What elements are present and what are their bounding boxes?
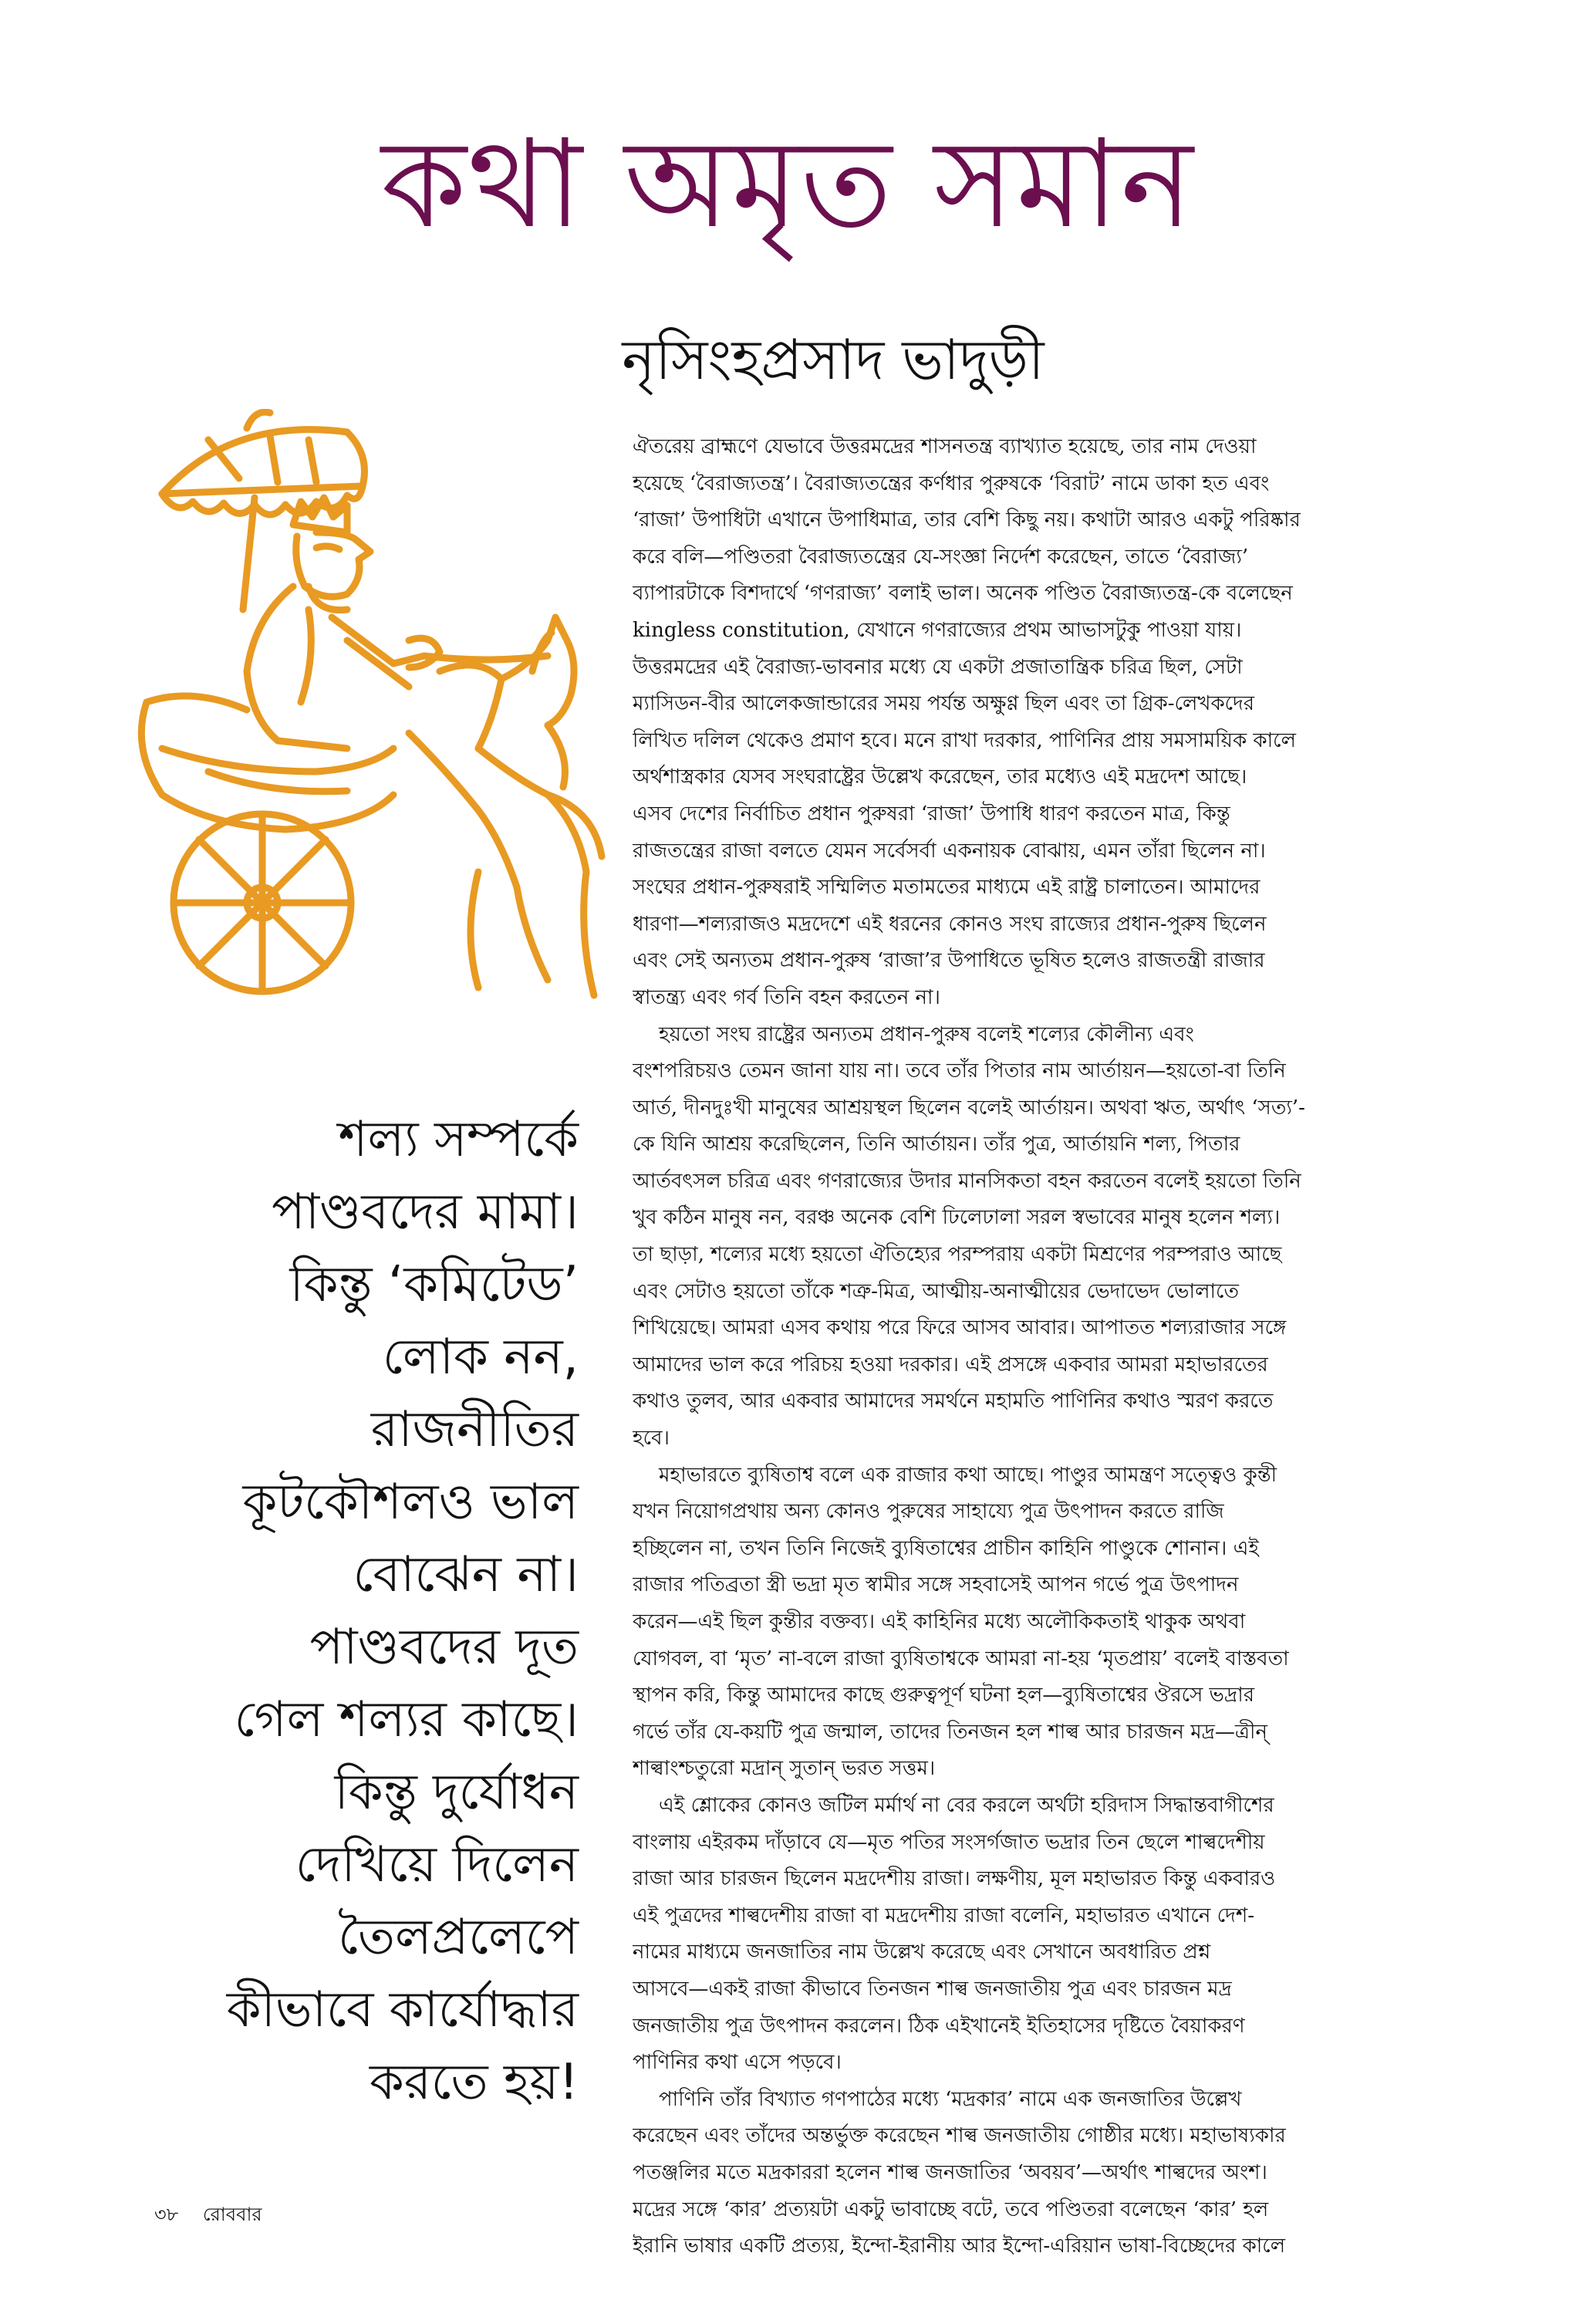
body-line: করেন—এই ছিল কুন্তীর বক্তব্য। এই কাহিনির মধ্যে অলৌকিকতাই থাকুক অথবা	[633, 1610, 1246, 1633]
body-line: স্বাতন্ত্র্য এবং গর্ব তিনি বহন করতেন না।	[633, 985, 940, 1009]
body-line: তা ছাড়া, শল্যের মধ্যে হয়তো ঐতিহ্যের পরম্পরায় একটা মিশ্রণের পরম্পরাও আছে	[633, 1243, 1282, 1267]
body-line: মদ্রের সঙ্গে ‘কার’ প্রত্যয়টা একটু ভাবাচ্ছে বটে, তবে পণ্ডিতরা বলেছেন ‘কার’ হল	[633, 2197, 1269, 2221]
body-line: করেছেন এবং তাঁদের অন্তর্ভুক্ত করেছেন শাল্ব জনজাতীয় গোষ্ঠীর মধ্যে। মহাভাষ্যকার	[633, 2124, 1286, 2148]
body-line: মহাভারতে ব্যুষিতাশ্ব বলে এক রাজার কথা আছে। পাণ্ডুর আমন্ত্রণ সত্ত্বেও কুন্তী	[659, 1463, 1277, 1487]
body-line: পাণিনি তাঁর বিখ্যাত গণপাঠের মধ্যে ‘মদ্রকার’ নামে এক জনজাতির উল্লেখ	[659, 2087, 1242, 2111]
body-line: শিখিয়েছে। আমরা এসব কথায় পরে ফিরে আসব আবার। আপাতত শল্যরাজার সঙ্গে	[633, 1316, 1287, 1340]
body-line: লিখিত দলিল থেকেও প্রমাণ হবে। মনে রাখা দরকার, পাণিনির প্রায় সমসাময়িক কালে	[633, 728, 1296, 752]
pull-quote-line: বোঝেন না।	[353, 1546, 579, 1603]
body-line: ব্যাপারটাকে বিশদার্থে ‘গণরাজ্য’ বলাই ভাল। অনেক পণ্ডিত বৈরাজ্যতন্ত্র-কে বলেছেন	[633, 582, 1293, 606]
body-line: এবং সেটাও হয়তো তাঁকে শত্রু-মিত্র, আত্মীয়-অনাত্মীয়ের ভেদাভেদ ভোলাতে	[633, 1279, 1239, 1303]
pull-quote-line: লোক নন,	[382, 1329, 579, 1386]
body-line: ধারণা—শল্যরাজও মদ্রদেশে এই ধরনের কোনও সংঘ রাজ্যের প্রধান-পুরুষ ছিলেন	[633, 912, 1267, 936]
pull-quote-line: তৈলপ্রলেপে	[338, 1909, 579, 1966]
body-line: রাজা আর চারজন ছিলেন মদ্রদেশীয় রাজা। লক্ষণীয়, মূল মহাভারত কিন্তু একবারও	[633, 1867, 1276, 1891]
body-line: গর্ভে তাঁর যে-কয়টি পুত্র জন্মাল, তাদের তিনজন হল শাল্ব আর চারজন মদ্র—ত্রীন্	[633, 1720, 1267, 1744]
body-line: এসব দেশের নির্বাচিত প্রধান পুরুষরা ‘রাজা’ উপাধি ধারণ করতেন মাত্র, কিন্তু	[633, 802, 1230, 826]
body-line: উত্তরমদ্রের এই বৈরাজ্য-ভাবনার মধ্যে যে একটা প্রজাতান্ত্রিক চরিত্র ছিল, সেটা	[633, 655, 1243, 679]
body-line: কে যিনি আশ্রয় করেছিলেন, তিনি আর্তায়ন। তাঁর পুত্র, আর্তায়নি শল্য, পিতার	[633, 1133, 1240, 1157]
body-line: আর্তবৎসল চরিত্র এবং গণরাজ্যের উদার মানসিকতা বহন করতেন বলেই হয়তো তিনি	[633, 1169, 1301, 1193]
body-line: ইরানি ভাষার একটি প্রত্যয়, ইন্দো-ইরানীয় আর ইন্দো-এরিয়ান ভাষা-বিচ্ছেদের কালে	[633, 2234, 1286, 2258]
body-line: সংঘের প্রধান-পুরুষরাই সম্মিলিত মতামতের মাধ্যমে এই রাষ্ট্র চালাতেন। আমাদের	[633, 876, 1260, 900]
body-line: শাল্বাংশ্চতুরো মদ্রান্ সুতান্ ভরত সত্তম।	[633, 1757, 936, 1781]
body-line: রাজার পতিব্রতা স্ত্রী ভদ্রা মৃত স্বামীর সঙ্গে সহবাসেই আপন গর্ভে পুত্র উৎপাদন	[633, 1573, 1239, 1597]
body-line: হয়তো সংঘ রাষ্ট্রের অন্যতম প্রধান-পুরুষ বলেই শল্যের কৌলীন্য এবং	[659, 1022, 1194, 1046]
body-line: পতঞ্জলির মতে মদ্রকাররা হলেন শাল্ব জনজাতির ‘অবয়ব’—অর্থাৎ শাল্বদের অংশ।	[633, 2160, 1267, 2184]
pull-quote-line: করতে হয়!	[369, 2054, 579, 2111]
body-line: রাজতন্ত্রের রাজা বলতে যেমন সর্বেসর্বা একনায়ক বোঝায়, এমন তাঁরা ছিলেন না।	[633, 839, 1266, 863]
body-line: বাংলায় এইরকম দাঁড়াবে যে—মৃত পতির সংসর্গজাত ভদ্রার তিন ছেলে শাল্বদেশীয়	[633, 1830, 1265, 1854]
body-line: ‘রাজা’ উপাধিটা এখানে উপাধিমাত্র, তার বেশি কিছু নয়। কথাটা আরও একটু পরিষ্কার	[633, 508, 1301, 532]
body-line: ম্যাসিডন-বীর আলেকজান্ডারের সময় পর্যন্ত অক্ষুণ্ণ ছিল এবং তা গ্রিক-লেখকদের	[633, 692, 1255, 716]
article-title: কথা অমৃত সমান	[381, 113, 1195, 255]
body-line: আর্ত, দীনদুঃখী মানুষের আশ্রয়স্থল ছিলেন বলেই আর্তায়ন। অথবা ঋত, অর্থাৎ ‘সত্য’-	[633, 1096, 1305, 1120]
pull-quote-line: রাজনীতির	[370, 1401, 579, 1458]
body-line: হচ্ছিলেন না, তখন তিনি নিজেই ব্যুষিতাশ্বের প্রাচীন কাহিনি পাণ্ডুকে শোনান। এই	[633, 1536, 1259, 1560]
pull-quote-line: কিন্তু ‘কমিটেড’	[289, 1256, 579, 1313]
pull-quote-line: কীভাবে কার্যোদ্ধার	[226, 1981, 579, 2039]
pull-quote-line: দেখিয়ে দিলেন	[295, 1836, 579, 1893]
pull-quote-line: গেল শল্যর কাছে।	[234, 1691, 579, 1748]
body-line: বংশপরিচয়ও তেমন জানা যায় না। তবে তাঁর পিতার নাম আর্তায়ন—হয়তো-বা তিনি	[633, 1059, 1286, 1083]
horse-chariot-rider-illustration-icon	[116, 409, 609, 1011]
body-line: যোগবল, বা ‘মৃত’ না-বলে রাজা ব্যুষিতাশ্বকে আমরা না-হয় ‘মৃতপ্রায়’ বলেই বাস্তবতা	[633, 1647, 1289, 1670]
body-line: স্থাপন করি, কিন্তু আমাদের কাছে গুরুত্বপূর্ণ ঘটনা হল—ব্যুষিতাশ্বের ঔরসে ভদ্রার	[633, 1684, 1255, 1708]
pull-quote-line: কূটকৌশলও ভাল	[242, 1474, 579, 1531]
body-line: খুব কঠিন মানুষ নন, বরঞ্চ অনেক বেশি ঢিলেঢালা সরল স্বভাবের মানুষ হলেন শল্য।	[633, 1206, 1281, 1230]
body-line: করে বলি—পণ্ডিতরা বৈরাজ্যতন্ত্রের যে-সংজ্ঞা নির্দেশ করেছেন, তাতে ‘বৈরাজ্য’	[633, 545, 1249, 569]
pull-quote-line: পাণ্ডবদের মামা।	[272, 1184, 579, 1241]
body-line: kingless constitution, যেখানে গণরাজ্যের প্রথম আভাসটুকু পাওয়া যায়।	[633, 618, 1242, 642]
body-line: এই শ্লোকের কোনও জটিল মর্মার্থ না বের করলে অর্থটা হরিদাস সিদ্ধান্তবাগীশের	[659, 1793, 1274, 1817]
body-line: কথাও তুলব, আর একবার আমাদের সমর্থনে মহামতি পাণিনির কথাও স্মরণ করতে	[633, 1390, 1274, 1414]
body-line: হবে।	[633, 1427, 670, 1451]
body-line: আমাদের ভাল করে পরিচয় হওয়া দরকার। এই প্রসঙ্গে একবার আমরা মহাভারতের	[633, 1353, 1268, 1376]
article-body	[633, 429, 1463, 2265]
body-line: আসবে—একই রাজা কীভাবে তিনজন শাল্ব জনজাতীয় পুত্র এবং চারজন মদ্র	[633, 1977, 1232, 2001]
body-line: এই পুত্রদের শাল্বদেশীয় রাজা বা মদ্রদেশীয় রাজা বলেনি, মহাভারত এখানে দেশ-	[633, 1903, 1254, 1927]
page-footer	[154, 2201, 281, 2231]
body-line: পাণিনির কথা এসে পড়বে।	[633, 2051, 842, 2075]
pull-quote	[139, 1103, 579, 2119]
magazine-name: রোববার	[202, 2204, 262, 2225]
body-line: নামের মাধ্যমে জনজাতির নাম উল্লেখ করেছে এবং সেখানে অবধারিত প্রশ্ন	[633, 1941, 1211, 1964]
body-line: এবং সেই অন্যতম প্রধান-পুরুষ ‘রাজা’র উপাধিতে ভূষিত হলেও রাজতন্ত্রী রাজার	[633, 949, 1265, 973]
body-line: হয়েছে ‘বৈরাজ্যতন্ত্র’। বৈরাজ্যতন্ত্রের কর্ণধার পুরুষকে ‘বিরাট’ নামে ডাকা হত এবং	[633, 471, 1270, 495]
body-line: জনজাতীয় পুত্র উৎপাদন করলেন। ঠিক এইখানেই ইতিহাসের দৃষ্টিতে বৈয়াকরণ	[633, 2014, 1245, 2038]
page-number: ৩৮	[154, 2204, 179, 2225]
body-line: অর্থশাস্ত্রকার যেসব সংঘরাষ্ট্রের উল্লেখ করেছেন, তার মধ্যেও এই মদ্রদেশ আছে।	[633, 765, 1247, 789]
pull-quote-line: পাণ্ডবদের দূত	[309, 1619, 579, 1676]
pull-quote-line: শল্য সম্পর্কে	[338, 1111, 579, 1168]
pull-quote-line: কিন্তু দুর্যোধন	[334, 1764, 579, 1821]
body-line: যখন নিয়োগপ্রথায় অন্য কোনও পুরুষের সাহায্যে পুত্র উৎপাদন করতে রাজি	[633, 1500, 1224, 1524]
body-line: ঐতরেয় ব্রাহ্মণে যেভাবে উত্তরমদ্রের শাসনতন্ত্র ব্যাখ্যাত হয়েছে, তার নাম দেওয়া	[633, 435, 1257, 458]
author-name: নৃসিংহপ্রসাদ ভাদুড়ী	[622, 327, 1044, 392]
